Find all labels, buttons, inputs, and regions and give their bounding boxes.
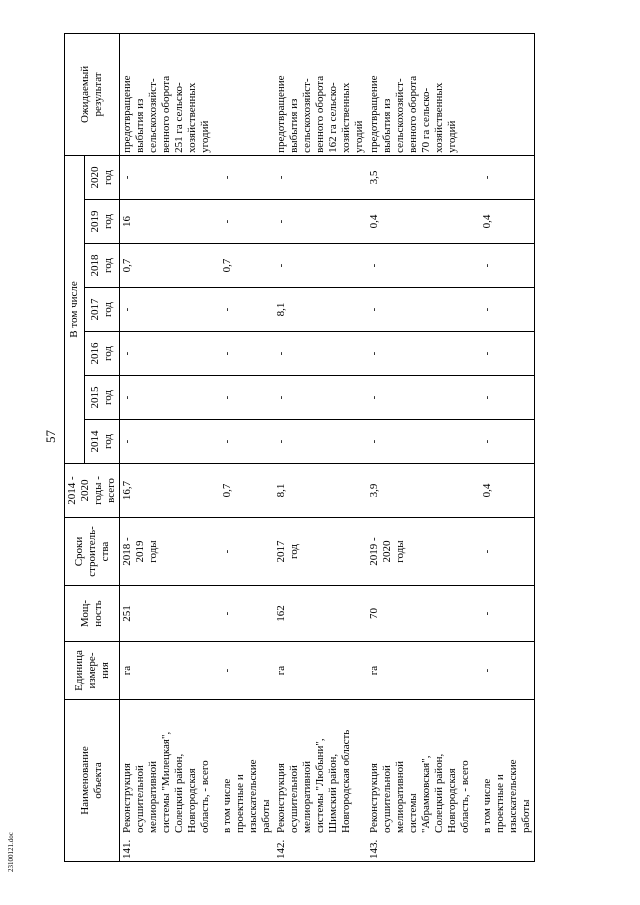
cell-capacity: 70 [367, 586, 473, 642]
cell-name [120, 700, 214, 862]
cell-year: - [473, 155, 535, 199]
cell-unit: га [367, 642, 473, 700]
cell-year: - [274, 420, 367, 464]
cell-terms: - [213, 518, 274, 586]
cell-year: 0,4 [473, 200, 535, 244]
cell-year: - [274, 200, 367, 244]
cell-name [213, 700, 274, 862]
cell-year: - [120, 420, 214, 464]
cell-year: - [473, 420, 535, 464]
cell-year: - [213, 420, 274, 464]
cell-year: - [473, 376, 535, 420]
cell-capacity: - [213, 586, 274, 642]
cell-result [473, 33, 535, 155]
header-year: 2019 год [84, 200, 119, 244]
cell-year: - [274, 376, 367, 420]
cell-unit: - [473, 642, 535, 700]
table-row [274, 33, 367, 861]
object-name: Реконструкция осушительной мелиоративной системы "Любыни", Шимский район, Новгородская область [275, 729, 352, 833]
cell-name [473, 700, 535, 862]
cell-year: - [213, 288, 274, 332]
object-name: в том числе проектные и изыскательские работы [481, 759, 532, 833]
table-subrow [473, 33, 535, 861]
cell-year: - [367, 420, 473, 464]
cell-year: - [367, 332, 473, 376]
table-row [367, 33, 473, 861]
cell-year: - [274, 155, 367, 199]
cell-year: - [473, 244, 535, 288]
cell-year: - [213, 332, 274, 376]
rotated-table-container [64, 34, 604, 862]
cell-capacity: 251 [120, 586, 214, 642]
row-number: 141. [121, 839, 133, 859]
cell-year: 0,7 [120, 244, 214, 288]
header-name: Наименование объекта [65, 700, 120, 862]
cell-name [367, 700, 473, 862]
header-capacity: Мощ- ность [65, 586, 120, 642]
cell-result: предотвращение выбытия из сельскохозяйст- венного оборота 162 га сельско- хозяйственных угодий [274, 33, 367, 155]
cell-capacity: 162 [274, 586, 367, 642]
header-including: В том числе [65, 155, 85, 463]
cell-year: 3,5 [367, 155, 473, 199]
table-body [120, 33, 535, 861]
cell-name [274, 700, 367, 862]
footer-filename: 23100121.doc [7, 832, 15, 872]
object-name: Реконструкция осушительной мелиоративной системы "Милецкая", Солецкий район, Новгородская область, - всего [121, 731, 211, 833]
cell-unit: га [120, 642, 214, 700]
cell-total: 16,7 [120, 464, 214, 518]
header-year: 2017 год [84, 288, 119, 332]
cell-terms: - [473, 518, 535, 586]
cell-year: - [120, 288, 214, 332]
cell-year: 0,4 [367, 200, 473, 244]
cell-year: - [274, 332, 367, 376]
cell-terms: 2019 - 2020 годы [367, 518, 473, 586]
cell-year: - [120, 376, 214, 420]
cell-year: - [213, 155, 274, 199]
cell-year: - [274, 244, 367, 288]
header-unit: Единица измере- ния [65, 642, 120, 700]
object-name: в том числе проектные и изыскательские работы [221, 759, 272, 833]
cell-year: 16 [120, 200, 214, 244]
cell-total: 8,1 [274, 464, 367, 518]
cell-result [213, 33, 274, 155]
cell-year: - [367, 288, 473, 332]
header-total: 2014 - 2020 годы - всего [65, 464, 120, 518]
row-number: 143. [368, 839, 380, 859]
cell-year: - [213, 200, 274, 244]
cell-terms: 2017 год [274, 518, 367, 586]
cell-year: - [473, 288, 535, 332]
cell-year: 8,1 [274, 288, 367, 332]
header-year: 2020 год [84, 155, 119, 199]
cell-unit: га [274, 642, 367, 700]
header-year: 2015 год [84, 376, 119, 420]
header-result: Ожидаемый результат [65, 33, 120, 155]
table-subrow [213, 33, 274, 861]
cell-year: - [367, 376, 473, 420]
cell-year: - [213, 376, 274, 420]
cell-year: - [367, 244, 473, 288]
cell-year: - [473, 332, 535, 376]
object-name: Реконструкция осушительной мелиоративной системы "Абрамковская", Солецкий район, Новгородская область, - всего [368, 753, 471, 833]
header-terms: Сроки строитель- ства [65, 518, 120, 586]
data-table [64, 33, 535, 862]
header-year: 2018 год [84, 244, 119, 288]
cell-terms: 2018 - 2019 годы [120, 518, 214, 586]
cell-total: 3,9 [367, 464, 473, 518]
cell-capacity: - [473, 586, 535, 642]
header-year: 2016 год [84, 332, 119, 376]
cell-total: 0,4 [473, 464, 535, 518]
cell-year: - [120, 332, 214, 376]
page-number: 57 [43, 430, 58, 443]
cell-result: предотвращение выбытия из сельскохозяйст- венного оборота 70 га сельско- хозяйственных угодий [367, 33, 473, 155]
cell-unit: - [213, 642, 274, 700]
table-row [120, 33, 214, 861]
cell-total: 0,7 [213, 464, 274, 518]
cell-year: 0,7 [213, 244, 274, 288]
cell-result: предотвращение выбытия из сельскохозяйст- венного оборота 251 га сельско- хозяйственных угодий [120, 33, 214, 155]
row-number: 142. [275, 839, 287, 859]
cell-year: - [120, 155, 214, 199]
header-year: 2014 год [84, 420, 119, 464]
